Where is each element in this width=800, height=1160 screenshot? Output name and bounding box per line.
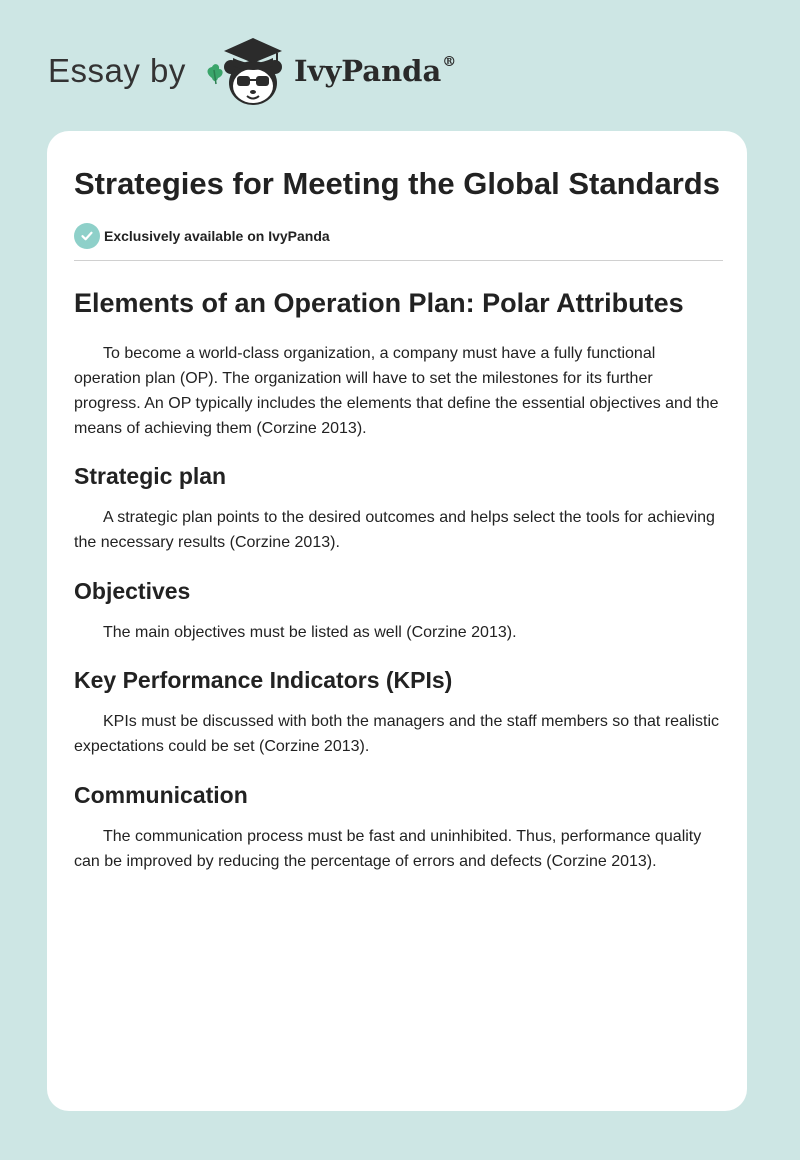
section-heading: Communication [74, 782, 248, 808]
page-title: Strategies for Meeting the Global Standards [74, 166, 720, 201]
panda-graduation-cap-icon[interactable] [204, 34, 286, 110]
section-paragraph: KPIs must be discussed with both the managers and the staff members so that realistic expectations could be set (Corzine 2013). [74, 713, 720, 755]
brand-prefix: Essay by [48, 52, 186, 89]
exclusive-badge-text: Exclusively available on IvyPanda [104, 228, 330, 244]
essay-content [74, 163, 723, 874]
section-objectives [74, 575, 723, 645]
check-circle-icon [74, 223, 100, 249]
section-heading: Strategic plan [74, 463, 227, 489]
section-paragraph: The main objectives must be listed as well (Corzine 2013). [103, 624, 517, 641]
section-kpis [74, 664, 723, 759]
section-heading: Key Performance Indicators (KPIs) [74, 667, 453, 693]
main-heading: Elements of an Operation Plan: Polar Attributes [74, 288, 684, 318]
section-paragraph: A strategic plan points to the desired outcomes and helps select the tools for achieving the necessary results (Corzine 2013). [74, 509, 715, 551]
essay-card [47, 131, 747, 1111]
section-paragraph: The communication process must be fast and uninhibited. Thus, performance quality can be improved by reducing the percentage of errors and defects (Corzine 2013). [74, 828, 702, 870]
brand-header [48, 34, 468, 114]
exclusive-badge [74, 222, 723, 250]
brand-name[interactable]: IvyPanda® [294, 54, 457, 88]
section-strategic-plan [74, 460, 723, 555]
intro-paragraph: To become a world-class organization, a company must have a fully functional operation plan (OP). The organization will have to set the milestones for its further progress. An OP typically includes the elements that define the essential objectives and the means of achieving them (Corzine 2013). [74, 345, 719, 437]
registered-mark: ® [442, 54, 457, 71]
title-divider [74, 260, 723, 261]
section-communication [74, 779, 723, 874]
section-heading: Objectives [74, 578, 191, 604]
